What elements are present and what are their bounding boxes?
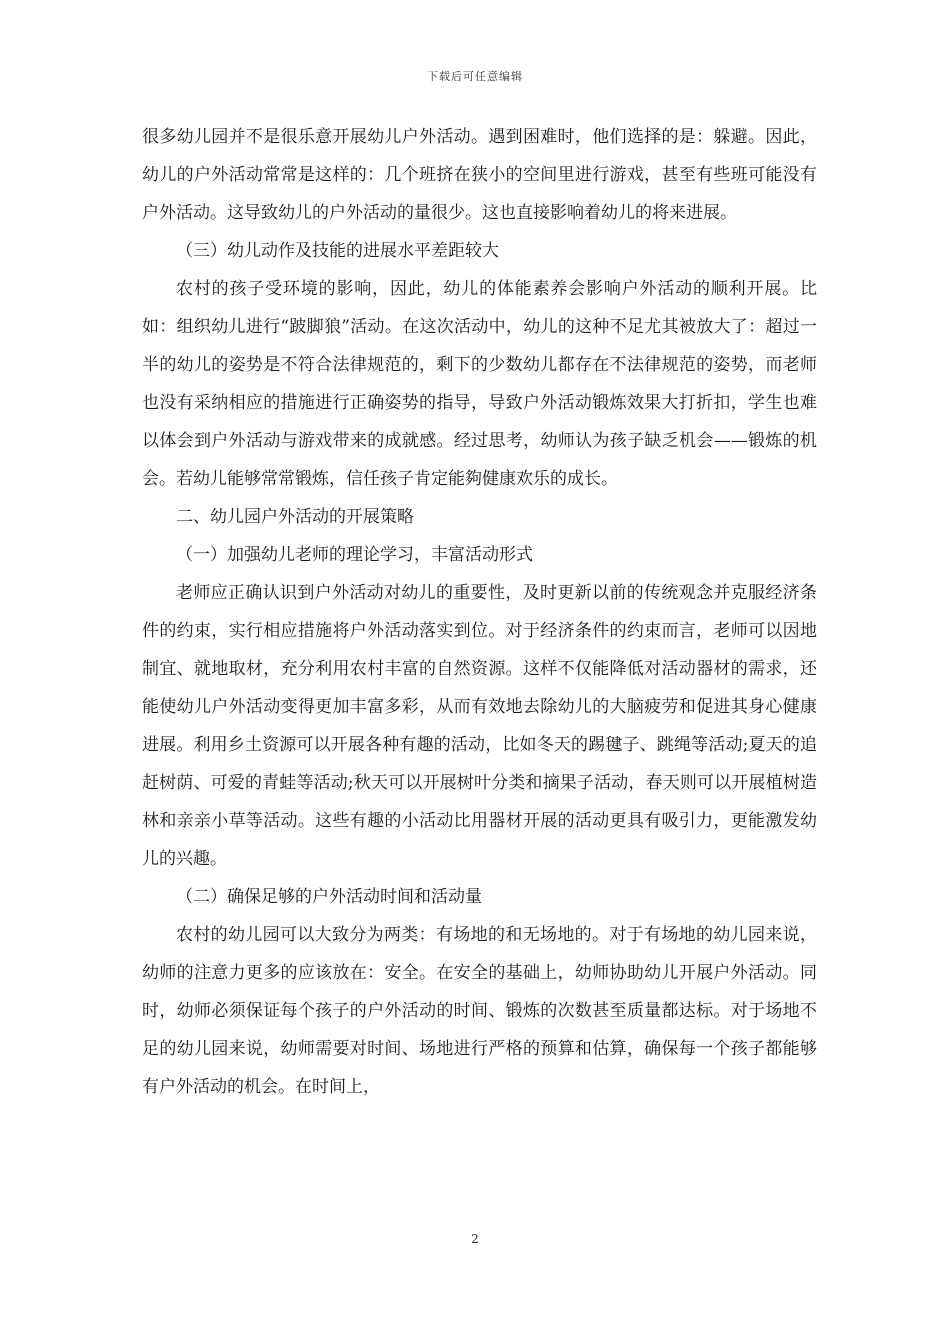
paragraph-continuation: 很多幼儿园并不是很乐意开展幼儿户外活动。遇到困难时，他们选择的是：躲避。因此，幼儿的户外活动常常是这样的：几个班挤在狭小的空间里进行游戏，甚至有些班可能没有户外活动。这导致幼儿的户外活动的量很少。这也直接影响着幼儿的将来进展。: [142, 127, 817, 223]
section-heading-3: （三）幼儿动作及技能的进展水平差距较大: [176, 241, 499, 261]
paragraph: 农村的孩子受环境的影响，因此，幼儿的体能素养会影响户外活动的顺利开展。比如：组织幼儿进行“跛脚狼”活动。在这次活动中，幼儿的这种不足尤其被放大了：超过一半的幼儿的姿势是不符合法律规范的，剩下的少数幼儿都存在不法律规范的姿势，而老师也没有采纳相应的措施进行正确姿势的指导，导致户外活动锻炼效果大打折扣，学生也难以体会到户外活动与游戏带来的成就感。经过思考，幼师认为孩子缺乏机会——锻炼的机会。若幼儿能够常常锻炼，信任孩子肯定能夠健康欢乐的成长。: [142, 279, 817, 489]
section-heading-2: （二）确保足够的户外活动时间和活动量: [176, 887, 482, 907]
page-number: 2: [471, 1232, 479, 1246]
section-heading-1: （一）加强幼儿老师的理论学习，丰富活动形式: [176, 545, 533, 565]
chapter-heading-2: 二、幼儿园户外活动的开展策略: [176, 507, 414, 527]
paragraph: 农村的幼儿园可以大致分为两类：有场地的和无场地的。对于有场地的幼儿园来说，幼师的注意力更多的应该放在：安全。在安全的基础上，幼师协助幼儿开展户外活动。同时，幼师必须保证每个孩子的户外活动的时间、锻炼的次数甚至质量都达标。对于场地不足的幼儿园来说，幼师需要对时间、场地进行严格的预算和估算，确保每一个孩子都能够有户外活动的机会。在时间上，: [142, 925, 817, 1097]
document-body: [142, 118, 817, 1106]
paragraph: 老师应正确认识到户外活动对幼儿的重要性，及时更新以前的传统观念并克服经济条件的约束，实行相应措施将户外活动落实到位。对于经济条件的约束而言，老师可以因地制宜、就地取材，充分利用农村丰富的自然资源。这样不仅能降低对活动器材的需求，还能使幼儿户外活动变得更加丰富多彩，从而有效地去除幼儿的大脑疲劳和促进其身心健康进展。利用乡土资源可以开展各种有趣的活动，比如冬天的踢毽子、跳绳等活动;夏天的追赶树荫、可爱的青蛙等活动;秋天可以开展树叶分类和摘果子活动，春天则可以开展植树造林和亲亲小草等活动。这些有趣的小活动比用器材开展的活动更具有吸引力，更能激发幼儿的兴趣。: [142, 583, 817, 869]
page-header-note: 下载后可任意编辑: [427, 70, 523, 83]
